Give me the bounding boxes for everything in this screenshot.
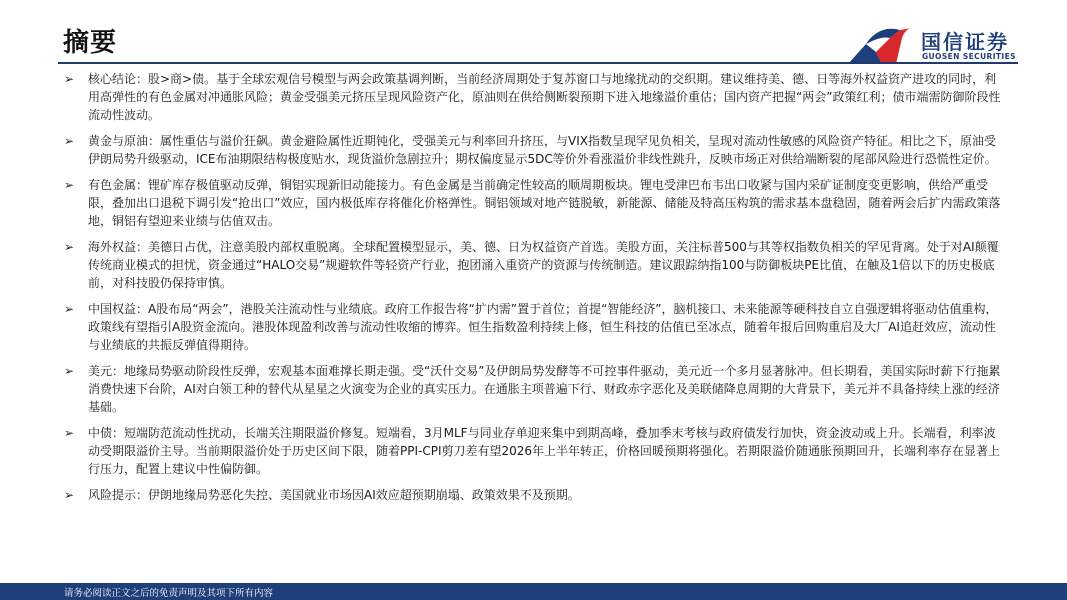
summary-point — [64, 176, 1004, 230]
bullet-arrow-icon: ➢ — [64, 426, 75, 440]
summary-point — [64, 238, 1004, 292]
summary-point-text: 核心结论：股>商>债。基于全球宏观信号模型与两会政策基调判断，当前经济周期处于复苏窗口与地缘扰动的交织期。建议维持美、德、日等海外权益资产进攻的同时，利用高弹性的有色金属对冲通胀风险；黄金受强美元挤压呈现风险资产化，原油则在供给侧断裂预期下进入地缘溢价重估；国内资产把握“两会”政策红利；债市端需防御阶段性流动性波动。 — [88, 72, 1001, 122]
summary-point-text: 黄金与原油：属性重估与溢价狂飙。黄金避险属性近期钝化，受强美元与利率回升挤压，与VIX指数呈现罕见负相关，呈现对流动性敏感的风险资产特征。相比之下，原油受伊朗局势升级驱动，ICE布油期限结构极度贴水，现货溢价急剧拉升；期权偏度显示5DC等价外看涨溢价非线性跳升，反映市场正对供给端断裂的尾部风险进行恐慌性定价。 — [88, 134, 997, 166]
summary-point-text: 风险提示：伊朗地缘局势恶化失控、美国就业市场因AI效应超预期崩塌、政策效果不及预期。 — [88, 488, 580, 502]
summary-point — [64, 362, 1004, 416]
summary-point-text: 有色金属：锂矿库存极值驱动反弹，铜铝实现新旧动能接力。有色金属是当前确定性较高的顺周期板块。锂电受津巴布韦出口收紧与国内采矿证制度变更影响，供给严重受限，叠加出口退税下调引发“抢出口”效应，国内极低库存将催化价格弹性。铜铝领域对地产链脱敏，新能源、储能及特高压构筑的需求基本盘稳固，随着两会后扩内需政策落地，铜铝有望迎来业绩与估值双击。 — [88, 178, 1001, 228]
bullet-arrow-icon: ➢ — [64, 240, 75, 254]
bullet-arrow-icon: ➢ — [64, 302, 75, 316]
page-title: 摘要 — [63, 28, 118, 58]
bullet-arrow-icon: ➢ — [64, 488, 75, 502]
title-divider — [58, 62, 1018, 64]
summary-point-text: 海外权益：美德日占优，注意美股内部权重脱离。全球配置模型显示，美、德、日为权益资产首选。美股方面，关注标普500与其等权指数负相关的罕见背离。处于对AI颠覆传统商业模式的担忧，资金通过“HALO交易”规避软件等轻资产行业，抱团涌入重资产的资源与传统制造。建议跟踪纳指100与防御板块PE比值，在触及1倍以下的历史极底前，对科技股仍保持审慎。 — [88, 240, 999, 290]
summary-point-text: 中债：短端防范流动性扰动，长端关注期限溢价修复。短端看，3月MLF与同业存单迎来集中到期高峰，叠加季末考核与政府债发行加快，资金波动或上升。长端看，利率波动受期限溢价主导。当前期限溢价处于历史区间下限，随着PPI-CPI剪刀差有望2026年上半年转正，价格回暖预期将强化。若期限溢价随通胀预期回升，长端利率存在显著上行压力，配置上建议中性偏防御。 — [88, 426, 1001, 476]
logo-name-en: GUOSEN SECURITIES — [922, 52, 1016, 61]
summary-point — [64, 132, 1004, 168]
bullet-arrow-icon: ➢ — [64, 178, 75, 192]
summary-point — [64, 486, 1004, 504]
summary-point — [64, 70, 1004, 124]
summary-points — [64, 70, 1004, 512]
footer-disclaimer: 请务必阅读正文之后的免责声明及其项下所有内容 — [64, 588, 274, 599]
bullet-arrow-icon: ➢ — [64, 134, 75, 148]
summary-point-text: 美元：地缘局势驱动阶段性反弹，宏观基本面难撑长期走强。受“沃什交易”及伊朗局势发酵等不可控事件驱动，美元近一个多月显著脉冲。但长期看，美国实际时薪下行拖累消费快速下台阶，AI对白领工种的替代从星星之火演变为企业的真实压力。在通胀主项普遍下行、财政赤字恶化及美联储降息周期的大背景下，美元并不具备持续上涨的经济基础。 — [88, 364, 1001, 414]
bullet-arrow-icon: ➢ — [64, 72, 75, 86]
logo-name-cn: 国信证券 — [921, 30, 1009, 54]
summary-point-text: 中国权益：A股布局“两会”，港股关注流动性与业绩底。政府工作报告将“扩内需”置于首位；首提“智能经济”，脑机接口、未来能源等硬科技自立自强逻辑将驱动估值重构，政策线有望指引A股资金流向。港股体现盈利改善与流动性收缩的博弈。恒生指数盈利持续上修，恒生科技的估值已至冰点，随着年报后回购重启及大厂AI追赶效应，流动性与业绩底的共振反弹值得期待。 — [88, 302, 998, 352]
footer-bar — [0, 583, 1067, 600]
summary-point — [64, 424, 1004, 478]
summary-point — [64, 300, 1004, 354]
bullet-arrow-icon: ➢ — [64, 364, 75, 378]
